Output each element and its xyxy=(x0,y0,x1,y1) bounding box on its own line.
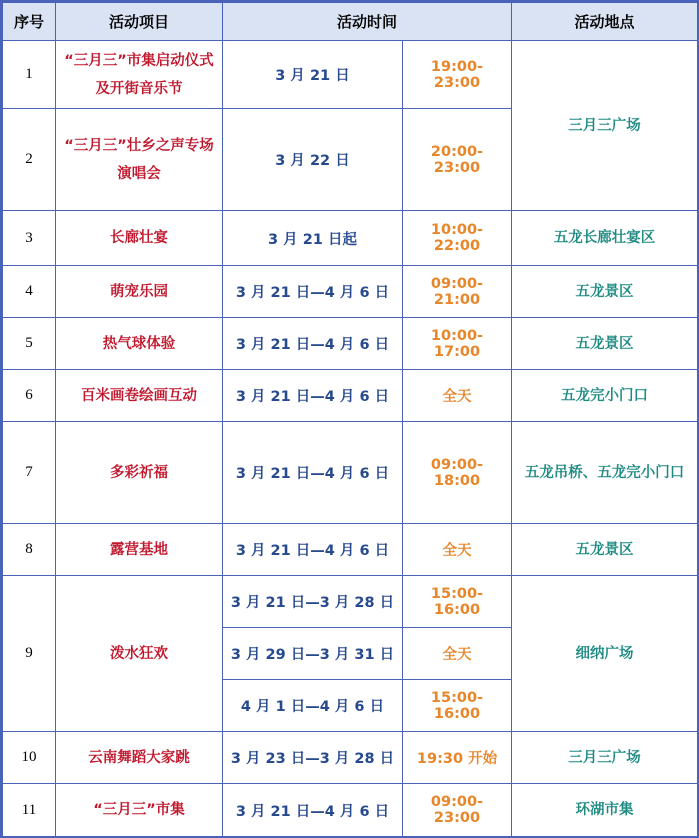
row-time: 09:00-18:00 xyxy=(403,422,512,524)
table-row xyxy=(3,576,698,628)
row-place: 五龙景区 xyxy=(512,266,698,318)
header-place: 活动地点 xyxy=(512,3,698,41)
row-date: 3 月 22 日 xyxy=(223,109,403,211)
row-no: 7 xyxy=(3,422,56,524)
row-date: 3 月 21 日—4 月 6 日 xyxy=(223,422,403,524)
row-time: 15:00-16:00 xyxy=(403,576,512,628)
row-no: 11 xyxy=(3,784,56,837)
row-time: 全天 xyxy=(403,628,512,680)
row-date: 3 月 21 日—4 月 6 日 xyxy=(223,784,403,837)
row-place: 五龙吊桥、五龙完小门口 xyxy=(512,422,698,524)
row-date: 3 月 21 日 xyxy=(223,41,403,109)
row-no: 4 xyxy=(3,266,56,318)
header-no: 序号 xyxy=(3,3,56,41)
row-date: 3 月 21 日—3 月 28 日 xyxy=(223,576,403,628)
row-item: 长廊壮宴 xyxy=(56,211,223,266)
row-date: 3 月 21 日—4 月 6 日 xyxy=(223,524,403,576)
row-item: 露营基地 xyxy=(56,524,223,576)
row-no: 1 xyxy=(3,41,56,109)
row-date: 3 月 29 日—3 月 31 日 xyxy=(223,628,403,680)
table-row xyxy=(3,266,698,318)
row-time: 19:30 开始 xyxy=(403,732,512,784)
row-date: 3 月 21 日—4 月 6 日 xyxy=(223,266,403,318)
row-item: “三月三”市集 xyxy=(56,784,223,837)
table-row xyxy=(3,422,698,524)
row-place: 环湖市集 xyxy=(512,784,698,837)
row-time: 10:00-17:00 xyxy=(403,318,512,370)
activity-table xyxy=(2,2,698,837)
row-time: 09:00-21:00 xyxy=(403,266,512,318)
row-date: 3 月 21 日—4 月 6 日 xyxy=(223,318,403,370)
table-row xyxy=(3,524,698,576)
row-no: 9 xyxy=(3,576,56,732)
row-date: 3 月 21 日起 xyxy=(223,211,403,266)
table-row xyxy=(3,318,698,370)
row-date: 4 月 1 日—4 月 6 日 xyxy=(223,680,403,732)
table-row xyxy=(3,370,698,422)
row-no: 10 xyxy=(3,732,56,784)
row-place: 三月三广场 xyxy=(512,41,698,211)
header-item: 活动项目 xyxy=(56,3,223,41)
row-time: 全天 xyxy=(403,524,512,576)
row-place: 五龙景区 xyxy=(512,524,698,576)
row-time: 15:00-16:00 xyxy=(403,680,512,732)
row-place: 五龙长廊壮宴区 xyxy=(512,211,698,266)
header-time: 活动时间 xyxy=(223,3,512,41)
row-place: 三月三广场 xyxy=(512,732,698,784)
row-item: 热气球体验 xyxy=(56,318,223,370)
table-row xyxy=(3,41,698,109)
row-item: 云南舞蹈大家跳 xyxy=(56,732,223,784)
row-item: “三月三”壮乡之声专场演唱会 xyxy=(56,109,223,211)
row-date: 3 月 23 日—3 月 28 日 xyxy=(223,732,403,784)
row-item: 萌宠乐园 xyxy=(56,266,223,318)
row-item: 百米画卷绘画互动 xyxy=(56,370,223,422)
row-date: 3 月 21 日—4 月 6 日 xyxy=(223,370,403,422)
table-row xyxy=(3,211,698,266)
row-no: 6 xyxy=(3,370,56,422)
row-item: 多彩祈福 xyxy=(56,422,223,524)
row-time: 全天 xyxy=(403,370,512,422)
row-place: 细纳广场 xyxy=(512,576,698,732)
table-header-row xyxy=(3,3,698,41)
row-no: 5 xyxy=(3,318,56,370)
row-no: 2 xyxy=(3,109,56,211)
row-item: 泼水狂欢 xyxy=(56,576,223,732)
table-row xyxy=(3,732,698,784)
row-time: 20:00-23:00 xyxy=(403,109,512,211)
row-place: 五龙景区 xyxy=(512,318,698,370)
row-no: 3 xyxy=(3,211,56,266)
row-time: 19:00-23:00 xyxy=(403,41,512,109)
row-time: 10:00-22:00 xyxy=(403,211,512,266)
row-place: 五龙完小门口 xyxy=(512,370,698,422)
row-time: 09:00-23:00 xyxy=(403,784,512,837)
row-item: “三月三”市集启动仪式及开街音乐节 xyxy=(56,41,223,109)
row-no: 8 xyxy=(3,524,56,576)
table-row xyxy=(3,784,698,837)
